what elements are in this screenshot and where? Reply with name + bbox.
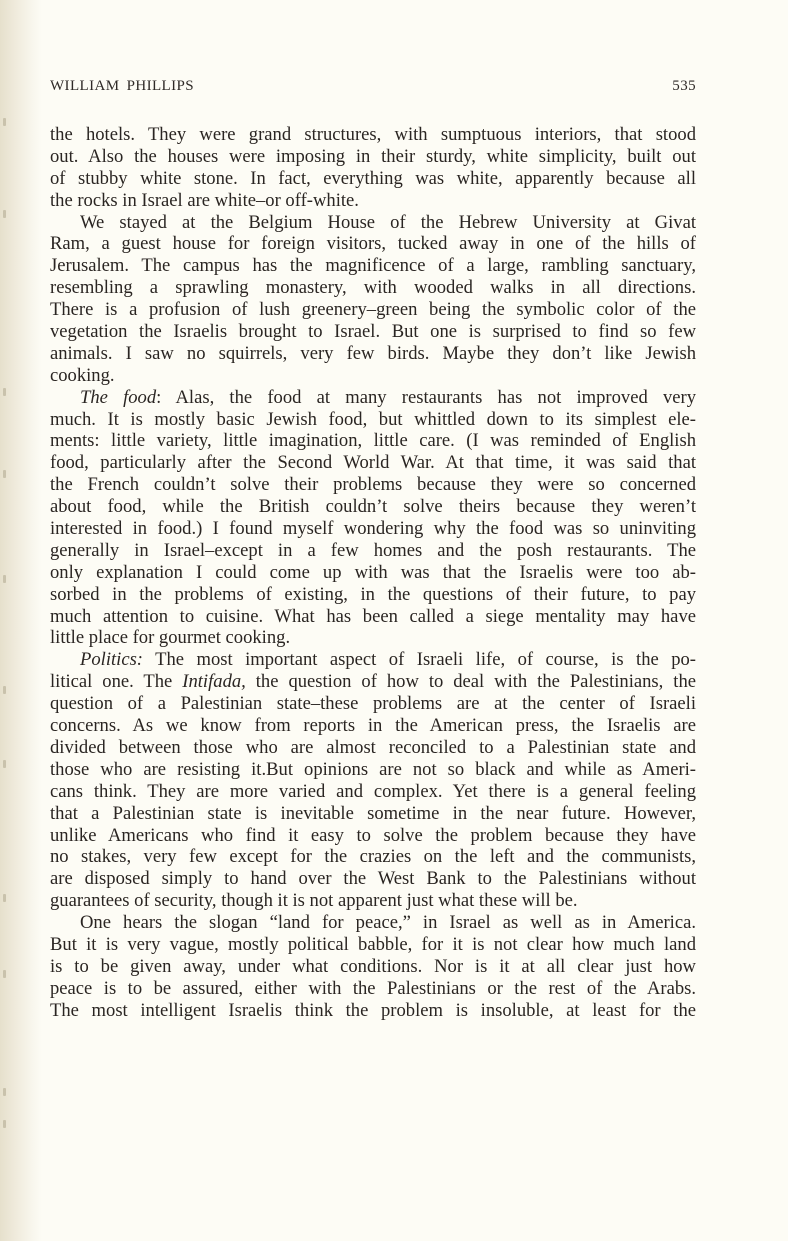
text-line	[50, 956, 696, 978]
text-span: much attention to cuisine. What has been called a siege mentality may have	[50, 605, 696, 627]
text-span: Ram, a guest house for foreign visitors, tucked away in one of the hills of	[50, 233, 696, 255]
text-line	[50, 627, 696, 649]
text-span: The most intelligent Israelis think the problem is insoluble, at least for the	[50, 999, 696, 1021]
text-span: little place for gourmet cooking.	[50, 627, 291, 649]
text-span: But it is very vague, mostly political babble, for it is not clear how much land	[50, 933, 696, 955]
page-number: 535	[672, 78, 696, 94]
text-line	[50, 868, 696, 890]
text-span: those who are resisting it.But opinions are not so black and while as Ameri-	[50, 758, 696, 780]
text-span: about food, while the British couldn’t solve theirs because they weren’t	[50, 496, 696, 518]
text-span: generally in Israel–except in a few homes and the posh restaurants. The	[50, 539, 696, 561]
running-head-author: WILLIAM PHILLIPS	[50, 78, 194, 94]
text-line	[50, 649, 696, 671]
text-line	[50, 233, 696, 255]
text-span: resembling a sprawling monastery, with wooded walks in all directions.	[50, 277, 696, 299]
text-line	[50, 168, 696, 190]
text-line	[50, 474, 696, 496]
text-span: is to be given away, under what conditions. Nor is it at all clear just how	[50, 955, 696, 977]
text-span: food, particularly after the Second World War. At that time, it was said that	[50, 452, 696, 474]
text-span: There is a profusion of lush greenery–green being the symbolic color of the	[50, 299, 696, 321]
text-span: cans think. They are more varied and complex. Yet there is a general feeling	[50, 780, 696, 802]
text-span: divided between those who are almost reconciled to a Palestinian state and	[50, 736, 696, 758]
running-head	[50, 78, 696, 100]
text-span: One hears the slogan “land for peace,” in Israel as well as in America.	[80, 912, 696, 934]
text-span: The most important aspect of Israeli life, of course, is the po-	[143, 649, 696, 671]
text-span: : Alas, the food at many restaurants has not improved very	[156, 386, 696, 408]
text-line	[50, 124, 696, 146]
gutter-mark	[3, 1120, 6, 1128]
text-line	[50, 496, 696, 518]
page-gutter-shadow	[0, 0, 42, 1241]
text-line	[50, 584, 696, 606]
text-line	[50, 934, 696, 956]
text-line	[50, 518, 696, 540]
gutter-mark	[3, 210, 6, 218]
text-line	[50, 540, 696, 562]
text-span: We stayed at the Belgium House of the Hebrew University at Givat	[80, 211, 696, 233]
text-line	[50, 715, 696, 737]
text-line	[50, 409, 696, 431]
text-line	[50, 365, 696, 387]
text-span: animals. I saw no squirrels, very few birds. Maybe they don’t like Jewish	[50, 342, 696, 364]
text-span: vegetation the Israelis brought to Israel. But one is surprised to find so few	[50, 321, 696, 343]
text-line	[50, 825, 696, 847]
gutter-mark	[3, 388, 6, 396]
gutter-mark	[3, 1088, 6, 1096]
text-span: litical one. The	[50, 671, 183, 693]
gutter-mark	[3, 575, 6, 583]
text-line	[50, 146, 696, 168]
section-lead-italic: The food	[80, 386, 157, 408]
text-span: cooking.	[50, 364, 115, 386]
text-line	[50, 212, 696, 234]
text-span: that a Palestinian state is inevitable sometime in the near future. However,	[50, 802, 696, 824]
text-span: the French couldn’t solve their problems because they were so concerned	[50, 474, 696, 496]
italic-term: Intifada,	[182, 671, 246, 693]
text-line	[50, 759, 696, 781]
text-line	[50, 1000, 696, 1022]
gutter-mark	[3, 686, 6, 694]
text-span: the question of how to deal with the Palestinians, the	[245, 671, 696, 693]
text-span: sorbed in the problems of existing, in the questions of their future, to pay	[50, 583, 696, 605]
gutter-mark	[3, 970, 6, 978]
text-line	[50, 671, 696, 693]
text-line	[50, 321, 696, 343]
text-line	[50, 912, 696, 934]
text-span: concerns. As we know from reports in the American press, the Israelis are	[50, 715, 696, 737]
text-span: Jerusalem. The campus has the magnificence of a large, rambling sanctuary,	[50, 255, 696, 277]
text-span: the rocks in Israel are white–or off-white.	[50, 189, 359, 211]
text-line	[50, 343, 696, 365]
text-line	[50, 606, 696, 628]
text-line	[50, 452, 696, 474]
text-span: ments: little variety, little imagination, little care. (I was reminded of English	[50, 430, 696, 452]
text-span: interested in food.) I found myself wondering why the food was so uninviting	[50, 518, 696, 540]
body-text	[50, 124, 696, 1022]
text-line	[50, 737, 696, 759]
text-line	[50, 255, 696, 277]
text-line	[50, 978, 696, 1000]
text-span: guarantees of security, though it is not apparent just what these will be.	[50, 890, 578, 912]
text-line	[50, 299, 696, 321]
text-span: no stakes, very few except for the crazies on the left and the communists,	[50, 846, 696, 868]
text-line	[50, 387, 696, 409]
text-line	[50, 190, 696, 212]
text-line	[50, 781, 696, 803]
section-lead-italic: Politics:	[80, 649, 143, 671]
text-span: question of a Palestinian state–these problems are at the center of Israeli	[50, 693, 696, 715]
text-line	[50, 277, 696, 299]
text-span: of stubby white stone. In fact, everything was white, apparently because all	[50, 167, 696, 189]
gutter-mark	[3, 470, 6, 478]
text-line	[50, 846, 696, 868]
text-span: peace is to be assured, either with the Palestinians or the rest of the Arabs.	[50, 977, 696, 999]
text-line	[50, 562, 696, 584]
text-span: unlike Americans who find it easy to solve the problem because they have	[50, 824, 696, 846]
text-span: are disposed simply to hand over the West Bank to the Palestinians without	[50, 868, 696, 890]
text-span: much. It is mostly basic Jewish food, but whittled down to its simplest ele-	[50, 408, 696, 430]
gutter-mark	[3, 118, 6, 126]
gutter-mark	[3, 760, 6, 768]
text-span: the hotels. They were grand structures, with sumptuous interiors, that stood	[50, 124, 696, 145]
text-line	[50, 803, 696, 825]
gutter-mark	[3, 894, 6, 902]
text-line	[50, 890, 696, 912]
text-line	[50, 430, 696, 452]
text-span: out. Also the houses were imposing in their sturdy, white simplicity, built out	[50, 145, 696, 167]
text-span: only explanation I could come up with was that the Israelis were too ab-	[50, 561, 696, 583]
text-line	[50, 693, 696, 715]
